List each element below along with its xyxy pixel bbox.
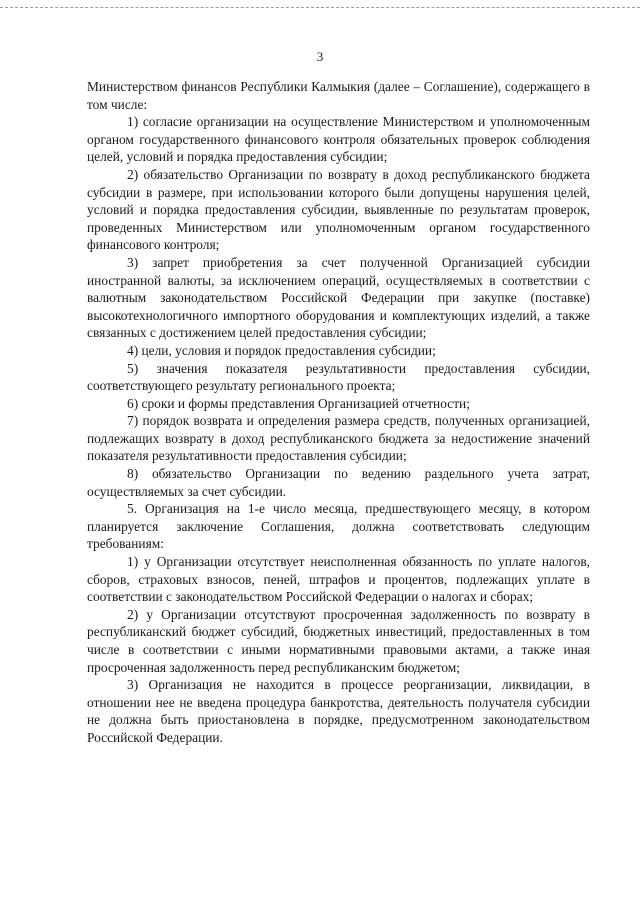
paragraph-item-2-refund-obligation: 2) обязательство Организации по возврату в доход республиканского бюджета субсидии в размере, при использовании которого были допущены нарушения целей, условий и порядка предоставления субсидии, выявленные по результатам проверок, проведенных Министерством или уполномоченным органом государственного финансового контроля; xyxy=(87,166,590,253)
paragraph-requirement-2-debts: 2) у Организации отсутствуют просроченная задолженность по возврату в республиканский бюджет субсидий, бюджетных инвестиций, предоставленных в том числе в соответствии с иными нормативными правовыми актами, а также иная просроченная задолженность перед республиканским бюджетом; xyxy=(87,606,590,675)
paragraph-agreement-intro: Министерством финансов Республики Калмыкия (далее – Соглашение), содержащего в том числе: xyxy=(87,79,590,112)
paragraph-section-5-requirements: 5. Организация на 1-е число месяца, предшествующего месяцу, в котором планируется заключение Соглашения, должна соответствовать следующим требованиям: xyxy=(87,501,590,552)
document-body xyxy=(87,78,590,747)
paragraph-item-7-return-procedure: 7) порядок возврата и определения размера средств, полученных организацией, подлежащих возврату в доход республиканского бюджета за недостижение значений показателя результативности предоставления субсидии; xyxy=(87,413,590,464)
paragraph-requirement-3-reorganization: 3) Организация не находится в процессе реорганизации, ликвидации, в отношении нее не введена процедура банкротства, деятельность получателя субсидии не должна быть приостановлена в порядке, предусмотренном законодательством Российской Федерации. xyxy=(87,677,590,745)
paragraph-item-4-goals: 4) цели, условия и порядок предоставления субсидии; xyxy=(127,342,436,358)
paragraph-item-8-separate-accounting: 8) обязательство Организации по ведению раздельного учета затрат, осуществляемых за счет субсидии. xyxy=(87,466,590,499)
paragraph-item-6-reporting: 6) сроки и формы представления Организацией отчетности; xyxy=(127,395,470,411)
scan-edge-line xyxy=(0,7,640,8)
page-number: 3 xyxy=(316,49,324,64)
paragraph-item-1-consent: 1) согласие организации на осуществление Министерством и уполномоченным органом государственного финансового контроля обязательных проверок соблюдения целей, условий и порядка предоставления субсидии; xyxy=(87,114,590,165)
paragraph-requirement-1-taxes: 1) у Организации отсутствует неисполненная обязанность по уплате налогов, сборов, страховых взносов, пеней, штрафов и процентов, подлежащих уплате в соответствии с законодательством Российской Федерации о налогах и сборах; xyxy=(87,554,590,605)
paragraph-item-3-currency-ban: 3) запрет приобретения за счет полученной Организацией субсидии иностранной валюты, за исключением операций, осуществляемых в соответствии с валютным законодательством Российской Федерации при закупке (поставке) высокотехнологичного импортного оборудования и комплектующих изделий, а также связанных с достижением целей предоставления субсидии; xyxy=(87,254,590,341)
paragraph-item-5-indicator: 5) значения показателя результативности предоставления субсидии, соответствующего результату регионального проекта; xyxy=(87,360,590,394)
